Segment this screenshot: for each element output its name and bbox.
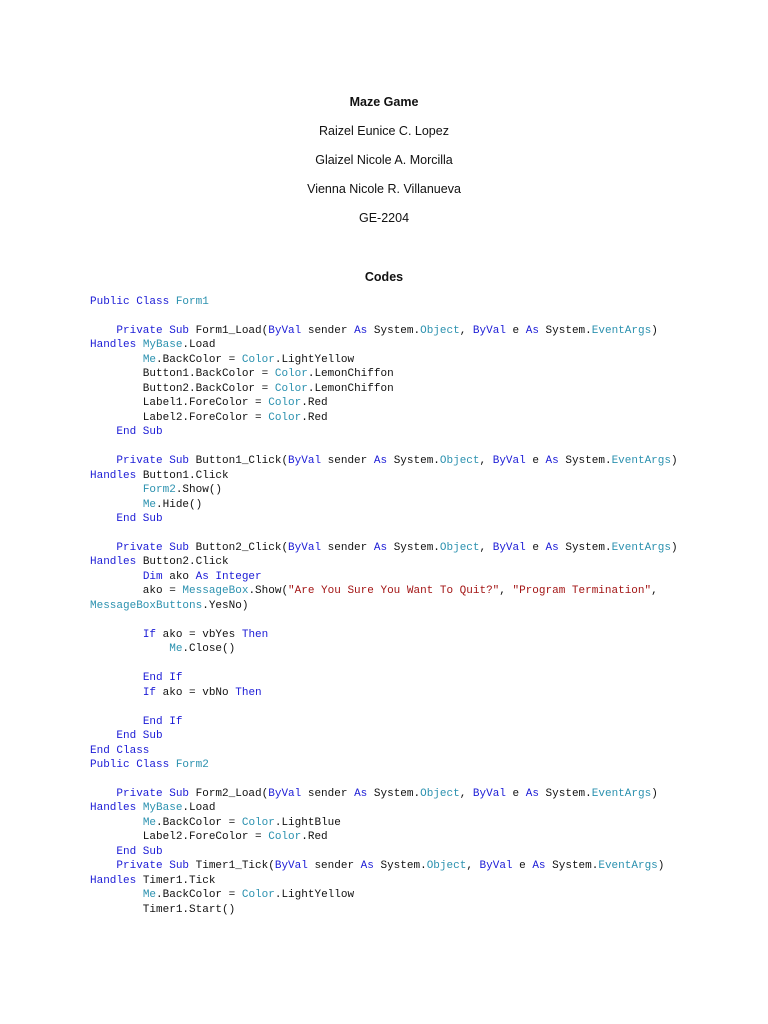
code-text: .LightBlue <box>274 816 341 829</box>
code-text: System. <box>565 455 612 468</box>
code-type: Me <box>169 643 183 656</box>
code-line <box>90 483 748 497</box>
code-type: Me <box>142 816 157 829</box>
code-text <box>90 571 143 583</box>
code-line <box>90 628 748 642</box>
code-text: , <box>459 787 473 800</box>
code-type: EventArgs <box>611 541 671 554</box>
code-line <box>90 367 748 381</box>
code-text <box>90 325 116 337</box>
code-text: Timer1_Tick( <box>195 860 275 873</box>
code-keyword: ByVal <box>472 324 513 337</box>
code-type: Object <box>420 324 460 337</box>
code-text: .Red <box>301 411 328 424</box>
code-line <box>90 324 748 338</box>
code-keyword: Handles <box>90 556 143 569</box>
code-text: ako = vbNo <box>162 686 236 699</box>
code-line <box>90 744 748 758</box>
code-keyword: As <box>525 324 546 337</box>
code-text: e <box>512 787 526 800</box>
code-type: Color <box>274 368 308 381</box>
code-text: .BackColor = <box>156 353 242 366</box>
code-keyword: Private Sub <box>116 324 196 337</box>
code-keyword: Public Class <box>90 296 176 308</box>
code-text: .LightYellow <box>274 889 355 902</box>
code-keyword: ByVal <box>274 860 315 873</box>
code-keyword: End If <box>142 715 183 728</box>
code-keyword: ByVal <box>492 541 533 554</box>
code-type: EventArgs <box>611 455 671 468</box>
code-text: ) <box>651 324 658 337</box>
code-keyword: ByVal <box>288 455 328 468</box>
code-text: ako <box>169 570 196 583</box>
code-keyword: As <box>354 787 374 800</box>
code-text: Button1.Click <box>142 469 229 482</box>
code-line <box>90 686 748 700</box>
code-keyword: Handles <box>90 339 143 352</box>
code-keyword: ByVal <box>472 787 513 800</box>
code-line <box>90 816 748 830</box>
code-text: , <box>466 860 480 873</box>
code-text <box>90 455 116 467</box>
code-text: e <box>532 455 546 468</box>
code-text: Timer1.Tick <box>142 874 216 887</box>
code-text: sender <box>307 787 355 800</box>
author-name: Glaizel Nicole A. Morcilla <box>315 153 453 167</box>
code-listing <box>90 295 748 917</box>
code-keyword: As <box>525 787 546 800</box>
code-line <box>90 555 748 569</box>
code-type: Object <box>439 455 480 468</box>
code-text: System. <box>545 787 592 800</box>
code-text: e <box>532 541 546 554</box>
code-keyword: Handles <box>90 874 143 887</box>
author-name: Raizel Eunice C. Lopez <box>319 124 449 138</box>
code-text: Label2.ForeColor = <box>90 831 269 844</box>
document-title: Maze Game <box>349 95 419 109</box>
code-type: MyBase <box>142 339 183 352</box>
code-line <box>90 859 748 873</box>
code-line <box>90 830 748 844</box>
code-text <box>90 629 143 641</box>
code-string: "Are You Sure You Want To Quit?" <box>288 585 500 598</box>
code-type: Color <box>274 382 308 395</box>
code-keyword: Private Sub <box>116 541 196 554</box>
code-type: Color <box>241 353 275 366</box>
code-line <box>90 512 748 526</box>
code-keyword: End Class <box>90 744 150 757</box>
code-type: Form2 <box>142 484 176 497</box>
code-line <box>90 469 748 483</box>
code-text: System. <box>545 324 592 337</box>
code-line <box>90 584 748 598</box>
code-type: Color <box>241 816 275 829</box>
code-text: Form1_Load( <box>195 324 269 337</box>
code-line <box>90 425 748 439</box>
code-type: Me <box>142 353 157 366</box>
title-block <box>0 93 768 238</box>
code-text: System. <box>380 860 427 873</box>
code-keyword: As <box>545 455 566 468</box>
code-line <box>90 613 748 627</box>
code-text: .Show() <box>175 484 223 497</box>
code-text: System. <box>373 324 421 337</box>
code-line <box>90 671 748 685</box>
code-text: .BackColor = <box>156 889 242 902</box>
code-keyword: As <box>545 541 566 554</box>
code-type: MessageBoxButtons <box>90 599 203 612</box>
code-keyword: ByVal <box>479 860 520 873</box>
code-text: .Red <box>301 831 328 844</box>
code-line <box>90 729 748 743</box>
code-text: Timer1.Start() <box>90 903 236 916</box>
code-text <box>90 672 143 684</box>
code-text: Button2.BackColor = <box>90 382 275 395</box>
code-line <box>90 527 748 541</box>
section-code: GE-2204 <box>358 211 410 225</box>
code-text: , <box>459 324 473 337</box>
code-line <box>90 758 748 772</box>
code-text: ) <box>651 787 658 800</box>
code-keyword: Then <box>235 686 262 699</box>
code-type: Color <box>268 831 302 844</box>
code-text: System. <box>565 541 612 554</box>
code-text: .Load <box>182 339 216 352</box>
code-text: Button2.Click <box>142 556 229 569</box>
code-text: System. <box>373 787 421 800</box>
code-text: System. <box>393 455 440 468</box>
code-line <box>90 338 748 352</box>
code-text: .Hide() <box>156 498 203 511</box>
code-text: , <box>479 541 493 554</box>
code-keyword: ByVal <box>492 455 533 468</box>
code-type: Form1 <box>175 296 209 308</box>
code-text: Button1.BackColor = <box>90 368 275 381</box>
code-keyword: End If <box>142 672 183 685</box>
code-text: System. <box>393 541 440 554</box>
code-line <box>90 309 748 323</box>
code-keyword: Dim <box>142 570 170 583</box>
code-type: Form2 <box>175 759 209 771</box>
code-keyword: End Sub <box>116 730 163 743</box>
code-text: System. <box>552 860 599 873</box>
code-text: .YesNo) <box>202 599 249 612</box>
code-text: Label1.ForeColor = <box>90 397 269 410</box>
code-line <box>90 382 748 396</box>
code-text: Button2_Click( <box>195 541 289 554</box>
code-keyword: As Integer <box>195 570 262 583</box>
code-text <box>90 484 143 496</box>
code-text: ) <box>670 541 678 554</box>
code-type: Color <box>241 889 275 902</box>
code-text: .BackColor = <box>156 816 242 829</box>
code-line <box>90 396 748 410</box>
code-text <box>90 499 143 511</box>
code-text <box>90 687 143 699</box>
code-keyword: End Sub <box>116 845 163 858</box>
code-keyword: Private Sub <box>116 455 196 468</box>
code-keyword: ByVal <box>288 541 328 554</box>
code-line <box>90 874 748 888</box>
code-keyword: If <box>142 686 163 699</box>
code-text: ako = vbYes <box>162 628 242 641</box>
code-type: Object <box>439 541 480 554</box>
code-keyword: If <box>142 628 163 641</box>
code-text: , <box>651 585 658 598</box>
code-text: ) <box>670 455 678 468</box>
code-text: .Show( <box>248 585 289 598</box>
code-text: e <box>519 860 533 873</box>
code-line <box>90 599 748 613</box>
code-keyword: Private Sub <box>116 787 196 800</box>
code-type: Color <box>268 411 302 424</box>
code-text: sender <box>327 455 374 468</box>
code-line <box>90 715 748 729</box>
code-line <box>90 440 748 454</box>
code-type: Me <box>142 889 157 902</box>
code-line <box>90 903 748 917</box>
code-line <box>90 498 748 512</box>
code-line <box>90 657 748 671</box>
code-keyword: Handles <box>90 802 143 815</box>
code-type: Me <box>142 498 157 511</box>
code-keyword: End Sub <box>116 426 163 439</box>
code-text <box>90 426 116 438</box>
code-text: Button1_Click( <box>195 455 289 468</box>
code-line <box>90 642 748 656</box>
code-text: .LemonChiffon <box>307 368 394 381</box>
code-type: Object <box>426 860 467 873</box>
code-text: ako = <box>90 585 183 598</box>
author-name: Vienna Nicole R. Villanueva <box>307 182 461 196</box>
code-type: Object <box>420 787 460 800</box>
code-text: ) <box>657 860 665 873</box>
code-line <box>90 801 748 815</box>
code-text: sender <box>327 541 374 554</box>
code-text: sender <box>307 324 355 337</box>
code-line <box>90 700 748 714</box>
code-line <box>90 541 748 555</box>
code-type: MessageBox <box>182 585 249 598</box>
code-type: Color <box>268 397 302 410</box>
code-text <box>90 788 116 800</box>
codes-heading: Codes <box>364 270 404 284</box>
code-line <box>90 454 748 468</box>
code-text: sender <box>314 860 361 873</box>
code-line <box>90 353 748 367</box>
code-type: EventArgs <box>591 787 652 800</box>
code-text: .Load <box>182 802 216 815</box>
code-text <box>90 860 116 872</box>
code-line <box>90 888 748 902</box>
code-string: "Program Termination" <box>512 585 652 598</box>
code-text <box>90 730 116 742</box>
code-text: Label2.ForeColor = <box>90 411 269 424</box>
code-keyword: As <box>360 860 381 873</box>
code-keyword: ByVal <box>268 787 308 800</box>
code-type: EventArgs <box>598 860 658 873</box>
code-text <box>90 846 116 858</box>
code-keyword: Private Sub <box>116 860 196 873</box>
code-text: .LightYellow <box>274 353 355 366</box>
code-line <box>90 411 748 425</box>
code-text: e <box>512 324 526 337</box>
code-text <box>90 513 116 525</box>
code-keyword: As <box>532 860 553 873</box>
code-text: , <box>499 585 513 598</box>
code-text <box>90 716 143 728</box>
code-text: .Red <box>301 397 328 410</box>
code-type: MyBase <box>142 802 183 815</box>
code-keyword: Handles <box>90 469 143 482</box>
code-keyword: ByVal <box>268 324 308 337</box>
code-line <box>90 772 748 786</box>
code-text: .LemonChiffon <box>307 382 394 395</box>
code-line <box>90 295 748 309</box>
code-keyword: End Sub <box>116 513 163 526</box>
code-text: .Close() <box>182 643 236 656</box>
code-line <box>90 570 748 584</box>
code-line <box>90 845 748 859</box>
code-line <box>90 787 748 801</box>
code-text <box>90 643 169 655</box>
code-text <box>90 817 143 829</box>
code-text <box>90 889 143 901</box>
code-keyword: Public Class <box>90 759 176 771</box>
code-keyword: As <box>373 455 394 468</box>
code-text <box>90 542 116 554</box>
code-text: , <box>479 455 493 468</box>
code-text <box>90 354 143 366</box>
code-keyword: As <box>354 324 374 337</box>
code-keyword: Then <box>241 628 269 641</box>
code-text: Form2_Load( <box>195 787 269 800</box>
code-type: EventArgs <box>591 324 652 337</box>
code-keyword: As <box>373 541 394 554</box>
